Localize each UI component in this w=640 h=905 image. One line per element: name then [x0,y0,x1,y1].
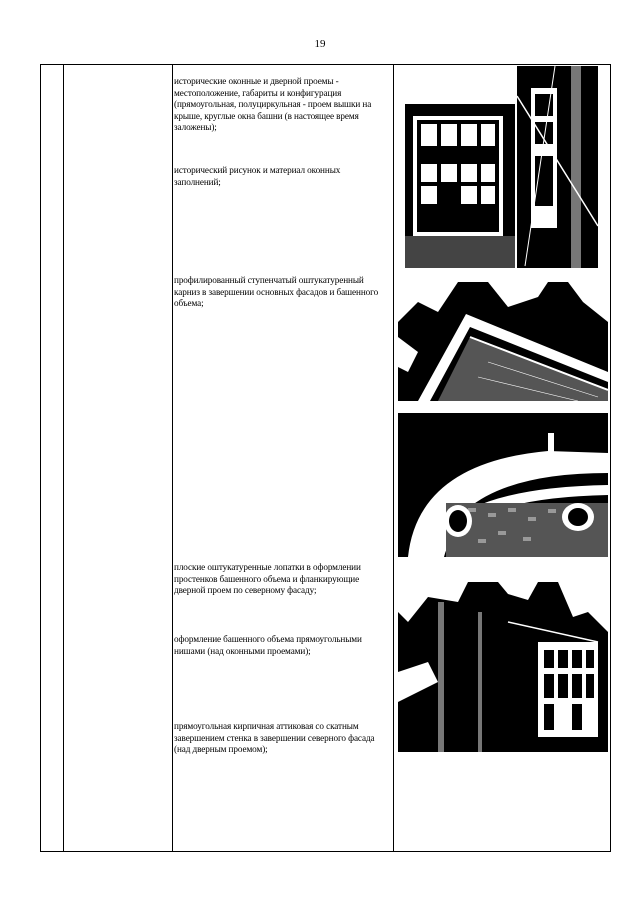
column-divider-2 [172,65,173,851]
column-divider-3 [393,65,394,851]
page-number: 19 [314,38,326,50]
paragraph-cornice: профилированный ступенчатый оштукатуренный карниз в завершении основных фасадов и башенного объема; [174,275,379,309]
paragraph-niches: оформление башенного объема прямоугольными нишами (над оконными проемами); [174,634,362,656]
column-divider-1 [63,65,64,851]
paragraph-window-openings: исторические оконные и дверной проемы - местоположение, габариты и конфигурация (прямоугольная, полуциркульная - проем вышки на крыше, круглые окна башни (в настоящее время заложены); [174,76,372,133]
tower-trees-photo [398,582,608,752]
paragraph-attic-wall: прямоугольная кирпичная аттиковая со скатным завершением стенка в завершении северного фасада (над дверным проемом); [174,721,375,755]
paragraph-window-fillings: исторический рисунок и материал оконных заполнений; [174,165,341,187]
cornice-photo [398,282,608,401]
paragraph-pilasters: плоские оштукатуренные лопатки в оформлении простенков башенного объема и фланкирующие дверной проем по северному фасаду; [174,562,361,596]
window-facade-photo [405,66,598,268]
tower-round-window-photo [398,413,608,557]
